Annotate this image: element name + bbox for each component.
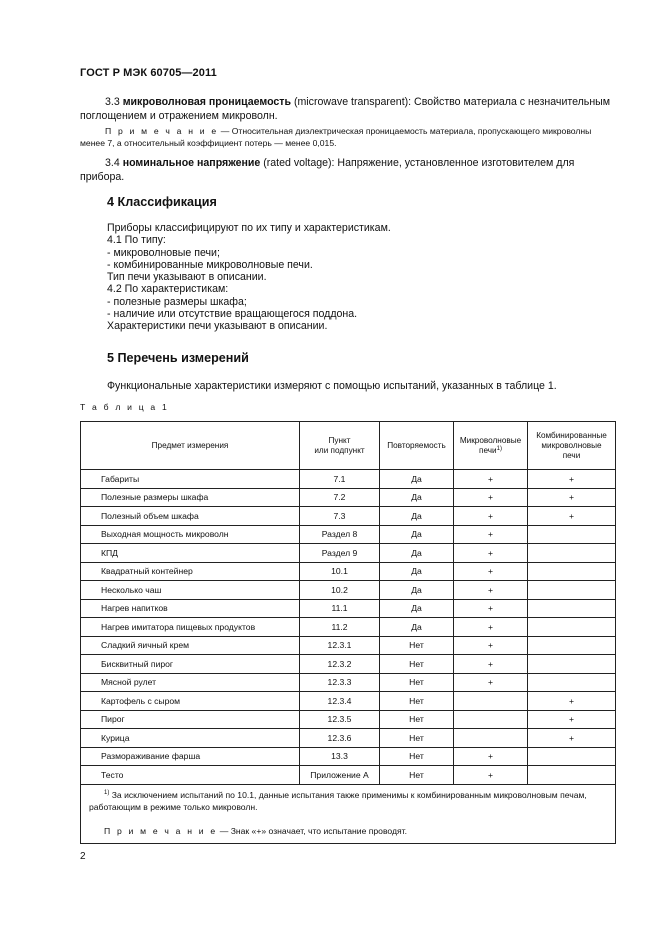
- cell-repeatability: Нет: [380, 766, 454, 785]
- cell-combined: +: [528, 507, 616, 526]
- section-5-title: 5 Перечень измерений: [107, 351, 249, 365]
- table-row: [81, 507, 616, 526]
- cell-microwave: +: [454, 599, 528, 618]
- cell-subject: Полезные размеры шкафа: [81, 488, 300, 507]
- cell-microwave: +: [454, 766, 528, 785]
- cell-combined: [528, 599, 616, 618]
- cell-repeatability: Да: [380, 470, 454, 489]
- cell-repeatability: Нет: [380, 655, 454, 674]
- text-line: - комбинированные микроволновые печи.: [107, 258, 313, 271]
- cell-subject: Тесто: [81, 766, 300, 785]
- cell-clause: 12.3.6: [300, 729, 380, 748]
- text-line: - микроволновые печи;: [107, 246, 220, 259]
- header-subject: Предмет измерения: [81, 422, 300, 470]
- table-row: [81, 710, 616, 729]
- cell-clause: Раздел 9: [300, 544, 380, 563]
- cell-subject: Бисквитный пирог: [81, 655, 300, 674]
- table-caption: Т а б л и ц а 1: [80, 402, 169, 412]
- table-row: [81, 562, 616, 581]
- text-line: 4.2 По характеристикам:: [107, 283, 229, 296]
- cell-microwave: +: [454, 544, 528, 563]
- cell-clause: 12.3.5: [300, 710, 380, 729]
- term: микроволновая проницаемость: [122, 96, 292, 108]
- header-line: микроволновые: [541, 440, 602, 450]
- cell-combined: +: [528, 729, 616, 748]
- cell-combined: [528, 766, 616, 785]
- definition: (rated voltage): Напряжение, установленное изготовителем для прибора.: [80, 157, 575, 183]
- cell-subject: Несколько чаш: [81, 581, 300, 600]
- definition: (microwave transparent): Свойство материала с незначительным поглощением и отражением микроволн.: [80, 96, 611, 122]
- cell-combined: +: [528, 692, 616, 711]
- cell-repeatability: Да: [380, 488, 454, 507]
- cell-combined: [528, 525, 616, 544]
- table-row: [81, 544, 616, 563]
- cell-clause: Приложение А: [300, 766, 380, 785]
- header-line: Комбинированные: [536, 430, 607, 440]
- cell-combined: [528, 636, 616, 655]
- table-row: [81, 581, 616, 600]
- clause-3-4: [80, 156, 614, 184]
- cell-repeatability: Нет: [380, 747, 454, 766]
- table-row: [81, 470, 616, 489]
- table-row: [81, 599, 616, 618]
- cell-repeatability: Нет: [380, 636, 454, 655]
- measurements-table: [80, 421, 616, 844]
- cell-repeatability: Да: [380, 618, 454, 637]
- cell-microwave: +: [454, 618, 528, 637]
- footnote: [89, 789, 607, 813]
- clause-number: 3.3: [105, 96, 120, 108]
- cell-microwave: +: [454, 525, 528, 544]
- cell-microwave: +: [454, 747, 528, 766]
- text-line: Приборы классифицируют по их типу и характеристикам.: [107, 222, 391, 234]
- cell-subject: Нагрев напитков: [81, 599, 300, 618]
- cell-repeatability: Да: [380, 544, 454, 563]
- cell-subject: Картофель с сыром: [81, 692, 300, 711]
- section-4-body: [107, 222, 607, 333]
- note-text: — Знак «+» означает, что испытание проводят.: [217, 825, 408, 836]
- header-combined: [528, 422, 616, 470]
- table-row: [81, 673, 616, 692]
- table-row: [81, 692, 616, 711]
- cell-combined: +: [528, 470, 616, 489]
- page-number: 2: [80, 851, 86, 862]
- cell-subject: Квадратный контейнер: [81, 562, 300, 581]
- cell-microwave: [454, 692, 528, 711]
- text-line: 4.1 По типу:: [107, 234, 166, 247]
- section-4-title: 4 Классификация: [107, 195, 217, 209]
- cell-subject: Размораживание фарша: [81, 747, 300, 766]
- cell-clause: 12.3.4: [300, 692, 380, 711]
- table-body: [81, 470, 616, 785]
- table-row: [81, 618, 616, 637]
- footnote-text: За исключением испытаний по 10.1, данные испытания также применимы к комбинированным микроволновым печам, работающим в режиме только микроволн.: [89, 789, 587, 812]
- cell-subject: Пирог: [81, 710, 300, 729]
- cell-microwave: +: [454, 636, 528, 655]
- cell-subject: Курица: [81, 729, 300, 748]
- cell-clause: 12.3.2: [300, 655, 380, 674]
- cell-clause: 7.2: [300, 488, 380, 507]
- header-clause: [300, 422, 380, 470]
- cell-clause: 10.1: [300, 562, 380, 581]
- cell-microwave: +: [454, 488, 528, 507]
- cell-subject: КПД: [81, 544, 300, 563]
- cell-clause: 7.1: [300, 470, 380, 489]
- table-row: [81, 747, 616, 766]
- header-text: печи: [479, 445, 497, 455]
- header-microwave: [454, 422, 528, 470]
- cell-microwave: +: [454, 470, 528, 489]
- note-3-3: [80, 125, 614, 149]
- cell-clause: Раздел 8: [300, 525, 380, 544]
- cell-clause: 10.2: [300, 581, 380, 600]
- cell-microwave: [454, 729, 528, 748]
- footnote-ref: 1): [496, 445, 502, 452]
- cell-repeatability: Да: [380, 599, 454, 618]
- table-header-row: [81, 422, 616, 470]
- header-repeatability: Повторяемость: [380, 422, 454, 470]
- note-label: П р и м е ч а н и е: [104, 825, 218, 836]
- table-footer-row: [81, 784, 616, 843]
- cell-microwave: +: [454, 562, 528, 581]
- text-line: Тип печи указывают в описании.: [107, 271, 267, 284]
- cell-repeatability: Да: [380, 562, 454, 581]
- cell-subject: Нагрев имитатора пищевых продуктов: [81, 618, 300, 637]
- cell-microwave: +: [454, 655, 528, 674]
- note-label: П р и м е ч а н и е: [105, 126, 219, 136]
- cell-repeatability: Да: [380, 581, 454, 600]
- cell-combined: [528, 562, 616, 581]
- cell-combined: [528, 618, 616, 637]
- table-row: [81, 636, 616, 655]
- table-footnotes: [81, 784, 616, 843]
- cell-repeatability: Нет: [380, 673, 454, 692]
- table-row: [81, 525, 616, 544]
- table-row: [81, 655, 616, 674]
- header-line: Микроволновые: [459, 435, 522, 445]
- cell-repeatability: Нет: [380, 692, 454, 711]
- note-text: — Относительная диэлектрическая проницаемость материала, пропускающего микроволны менее 7, а относительный коэффициент потерь — менее 0,015.: [80, 126, 592, 148]
- cell-combined: [528, 544, 616, 563]
- header-line: или подпункт: [314, 445, 365, 455]
- cell-clause: 11.1: [300, 599, 380, 618]
- cell-subject: Габариты: [81, 470, 300, 489]
- text-line: Характеристики печи указывают в описании.: [107, 320, 328, 333]
- term: номинальное напряжение: [122, 157, 261, 169]
- cell-repeatability: Нет: [380, 729, 454, 748]
- cell-microwave: +: [454, 507, 528, 526]
- clause-number: 3.4: [105, 157, 120, 169]
- text-line: - наличие или отсутствие вращающегося поддона.: [107, 308, 358, 321]
- header-line: печи: [562, 450, 581, 460]
- cell-microwave: [454, 710, 528, 729]
- cell-combined: +: [528, 710, 616, 729]
- table-row: [81, 488, 616, 507]
- cell-combined: [528, 581, 616, 600]
- cell-combined: [528, 747, 616, 766]
- cell-combined: +: [528, 488, 616, 507]
- cell-subject: Полезный объем шкафа: [81, 507, 300, 526]
- cell-clause: 12.3.1: [300, 636, 380, 655]
- cell-subject: Сладкий яичный крем: [81, 636, 300, 655]
- cell-microwave: +: [454, 581, 528, 600]
- table-row: [81, 766, 616, 785]
- cell-combined: [528, 655, 616, 674]
- cell-subject: Выходная мощность микроволн: [81, 525, 300, 544]
- cell-clause: 13.3: [300, 747, 380, 766]
- cell-combined: [528, 673, 616, 692]
- header-line: [458, 446, 523, 456]
- section-5-intro: Функциональные характеристики измеряют с помощью испытаний, указанных в таблице 1.: [107, 380, 557, 392]
- cell-repeatability: Да: [380, 525, 454, 544]
- document-header: ГОСТ Р МЭК 60705—2011: [80, 67, 217, 79]
- cell-clause: 7.3: [300, 507, 380, 526]
- footnote-mark: 1): [104, 789, 110, 796]
- table-row: [81, 729, 616, 748]
- cell-subject: Мясной рулет: [81, 673, 300, 692]
- clause-3-3: [80, 95, 614, 123]
- cell-repeatability: Нет: [380, 710, 454, 729]
- cell-microwave: +: [454, 673, 528, 692]
- cell-clause: 11.2: [300, 618, 380, 637]
- table-note: [89, 825, 607, 837]
- header-line: Пункт: [328, 435, 351, 445]
- cell-repeatability: Да: [380, 507, 454, 526]
- cell-clause: 12.3.3: [300, 673, 380, 692]
- text-line: - полезные размеры шкафа;: [107, 295, 247, 308]
